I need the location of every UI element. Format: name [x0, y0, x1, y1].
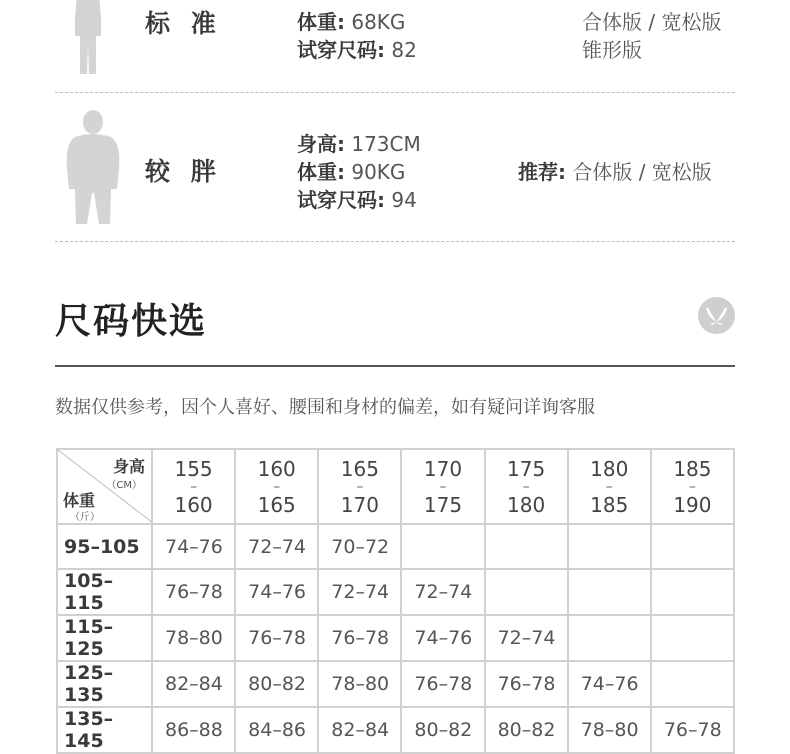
- weight-range-cell: 125–135: [57, 661, 152, 707]
- table-row: [57, 524, 734, 569]
- size-cell: [651, 524, 734, 569]
- height-column-header: 155 – 160: [152, 449, 235, 524]
- weight-range-cell: 135–145: [57, 707, 152, 753]
- size-cell: 82–84: [318, 707, 401, 753]
- body-silhouette-icon: [63, 0, 113, 74]
- table-row: [57, 661, 734, 707]
- corner-height-unit: （CM）: [106, 480, 142, 491]
- size-cell: 84–86: [235, 707, 318, 753]
- size-cell: 86–88: [152, 707, 235, 753]
- size-cell: [651, 569, 734, 615]
- table-header-row: [57, 449, 734, 524]
- size-cell: 80–82: [401, 707, 484, 753]
- size-cell: 76–78: [401, 661, 484, 707]
- profile-trial-size: 试穿尺码: 94: [297, 188, 417, 212]
- divider: [55, 241, 735, 242]
- section-title: 尺码快选: [55, 301, 208, 342]
- size-cell: 78–80: [318, 661, 401, 707]
- size-cell: 72–74: [318, 569, 401, 615]
- size-cell: 72–74: [485, 615, 568, 661]
- profile-recommendation-line-2: 锥形版: [582, 38, 642, 62]
- profile-trial-size: 试穿尺码: 82: [297, 38, 417, 62]
- profile-standard: [55, 0, 735, 92]
- size-cell: 78–80: [568, 707, 651, 753]
- size-cell: [485, 569, 568, 615]
- section-rule: [55, 365, 735, 367]
- corner-weight-label: 体重: [63, 491, 96, 510]
- size-cell: [568, 615, 651, 661]
- size-cell: 80–82: [235, 661, 318, 707]
- body-silhouette-icon: [63, 109, 123, 224]
- height-column-header: 160 – 165: [235, 449, 318, 524]
- height-column-header: 175 – 180: [485, 449, 568, 524]
- butterfly-logo-icon: [698, 297, 735, 334]
- height-column-header: 180 – 185: [568, 449, 651, 524]
- table-row: [57, 707, 734, 753]
- size-cell: 74–76: [401, 615, 484, 661]
- size-cell: 72–74: [401, 569, 484, 615]
- profile-recommendation-line-1: 合体版 / 宽松版: [582, 10, 722, 34]
- size-cell: 74–76: [152, 524, 235, 569]
- size-cell: 76–78: [651, 707, 734, 753]
- profile-heavy: [55, 92, 735, 241]
- size-cell: 76–78: [318, 615, 401, 661]
- size-cell: 78–80: [152, 615, 235, 661]
- size-cell: [568, 569, 651, 615]
- table-row: [57, 569, 734, 615]
- profile-height: 身高: 173CM: [297, 132, 421, 156]
- profile-weight: 体重: 68KG: [297, 10, 406, 34]
- profile-type-label: 较 胖: [145, 157, 222, 186]
- size-cell: 76–78: [152, 569, 235, 615]
- height-column-header: 165 – 170: [318, 449, 401, 524]
- size-chart-table: [56, 448, 735, 754]
- size-cell: 80–82: [485, 707, 568, 753]
- profile-type-label: 标 准: [145, 9, 222, 38]
- size-cell: [485, 524, 568, 569]
- size-cell: 76–78: [235, 615, 318, 661]
- height-column-header: 185 – 190: [651, 449, 734, 524]
- weight-range-cell: 115–125: [57, 615, 152, 661]
- table-row: [57, 615, 734, 661]
- weight-range-cell: 95–105: [57, 524, 152, 569]
- size-cell: [651, 615, 734, 661]
- size-cell: [651, 661, 734, 707]
- height-column-header: 170 – 175: [401, 449, 484, 524]
- size-cell: 76–78: [485, 661, 568, 707]
- size-cell: 72–74: [235, 524, 318, 569]
- size-cell: 74–76: [235, 569, 318, 615]
- table-corner-header: [57, 449, 152, 524]
- size-cell: [401, 524, 484, 569]
- corner-weight-unit: （斤）: [70, 512, 100, 523]
- weight-range-cell: 105–115: [57, 569, 152, 615]
- disclaimer-note: 数据仅供参考，因个人喜好、腰围和身材的偏差，如有疑问详询客服: [55, 397, 595, 418]
- profile-weight: 体重: 90KG: [297, 160, 406, 184]
- size-cell: 70–72: [318, 524, 401, 569]
- size-cell: 74–76: [568, 661, 651, 707]
- size-cell: [568, 524, 651, 569]
- corner-height-label: 身高: [112, 457, 145, 476]
- size-cell: 82–84: [152, 661, 235, 707]
- profile-recommendation: 推荐: 合体版 / 宽松版: [518, 160, 712, 184]
